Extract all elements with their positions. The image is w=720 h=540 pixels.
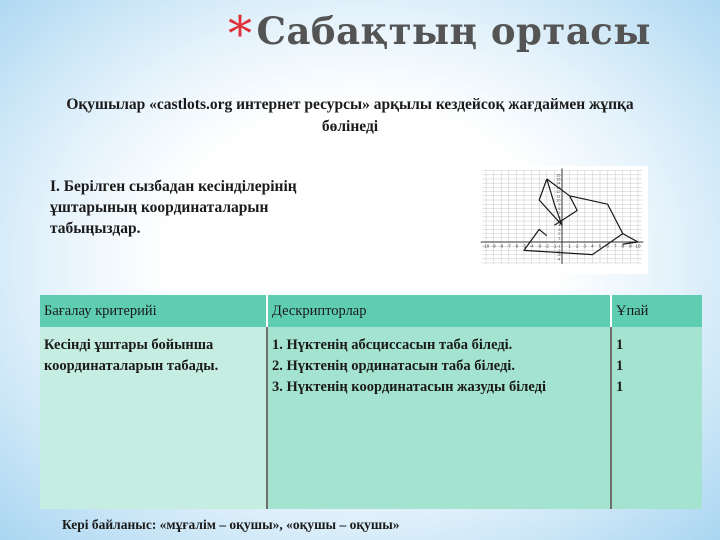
y-tick-label: 16 <box>556 172 561 178</box>
subtitle: Оқушылар «castlots.org интернет ресурсы» арқылы кездейсоқ жағдаймен жұпқа бөлінеді <box>66 96 634 135</box>
x-tick-label: 1 <box>568 243 571 249</box>
x-tick-label: -9 <box>491 243 496 249</box>
table-header-row <box>40 295 702 327</box>
header-criterion: Бағалау критерийі <box>40 295 267 327</box>
y-tick-label: 3 <box>558 226 561 232</box>
assessment-table <box>40 295 702 509</box>
task-text: I. Берілген сызбадан кесінділерінің ұштарының координаталарын табыңыздар. <box>50 178 297 237</box>
x-tick-label: 6 <box>606 243 609 249</box>
y-tick-label: 14 <box>556 180 561 186</box>
y-tick-label: -3 <box>556 252 561 258</box>
point-1: 1 <box>616 337 624 353</box>
title-star: * <box>228 6 253 62</box>
y-tick-label: 15 <box>556 176 561 182</box>
y-tick-label: 1 <box>558 235 561 241</box>
x-tick-label: 3 <box>583 243 587 249</box>
point-3: 1 <box>616 379 624 395</box>
coordinate-graph-image <box>468 166 648 274</box>
y-tick-label: 10 <box>556 197 561 203</box>
header-points: Ұпай <box>611 295 702 327</box>
graph-axes <box>481 169 644 264</box>
y-tick-label: 8 <box>558 205 561 211</box>
x-tick-label: -1 <box>552 243 557 249</box>
x-tick-label: -6 <box>514 243 519 249</box>
title-text: Сабақтың ортасы <box>256 9 651 53</box>
point-2: 1 <box>616 358 624 374</box>
y-tick-label: 5 <box>558 218 561 224</box>
x-tick-label: 7 <box>613 243 617 249</box>
y-tick-label: 7 <box>558 210 561 216</box>
slide-title <box>228 6 651 62</box>
x-tick-label: -4 <box>529 243 534 249</box>
y-tick-label: -2 <box>556 247 561 253</box>
y-tick-label: -1 <box>556 243 561 249</box>
y-tick-label: 12 <box>556 189 561 195</box>
y-tick-label: 9 <box>558 201 561 207</box>
header-descriptors: Дескрипторлар <box>267 295 611 327</box>
points-cell <box>611 327 702 509</box>
x-tick-label: -8 <box>499 243 504 249</box>
y-tick-label: 6 <box>558 214 561 220</box>
y-tick-label: 4 <box>558 222 561 228</box>
x-tick-label: -7 <box>506 243 511 249</box>
coordinate-graph <box>468 166 648 274</box>
x-tick-label: -2 <box>544 243 549 249</box>
x-tick-label: -10 <box>482 243 490 249</box>
x-tick-label: 9 <box>629 243 632 249</box>
y-tick-label: 11 <box>556 193 561 199</box>
descriptors-cell <box>267 327 611 509</box>
feedback-text: Кері байланыс: «мұғалім – оқушы», «оқушы – оқушы» <box>62 517 400 532</box>
y-tick-label: 13 <box>556 184 561 190</box>
x-tick-label: 5 <box>598 243 602 249</box>
x-tick-label: 4 <box>591 243 594 249</box>
y-tick-label: 2 <box>558 231 561 237</box>
descriptor-2: 2. Нүктенің ординатасын таба біледі. <box>272 358 515 374</box>
x-tick-label: -3 <box>537 243 542 249</box>
table-row <box>40 327 702 509</box>
x-tick-label: 2 <box>575 243 579 249</box>
x-tick-label: -5 <box>521 243 527 249</box>
x-tick-label: 8 <box>621 243 625 249</box>
y-tick-label: -4 <box>556 256 561 262</box>
descriptor-1: 1. Нүктенің абсциссасын таба біледі. <box>272 337 513 353</box>
descriptor-3: 3. Нүктенің координатасын жазуды біледі <box>272 379 546 395</box>
x-tick-label: 10 <box>635 243 641 249</box>
criterion-cell: Кесінді ұштары бойынша координаталарын табады. <box>40 327 267 509</box>
